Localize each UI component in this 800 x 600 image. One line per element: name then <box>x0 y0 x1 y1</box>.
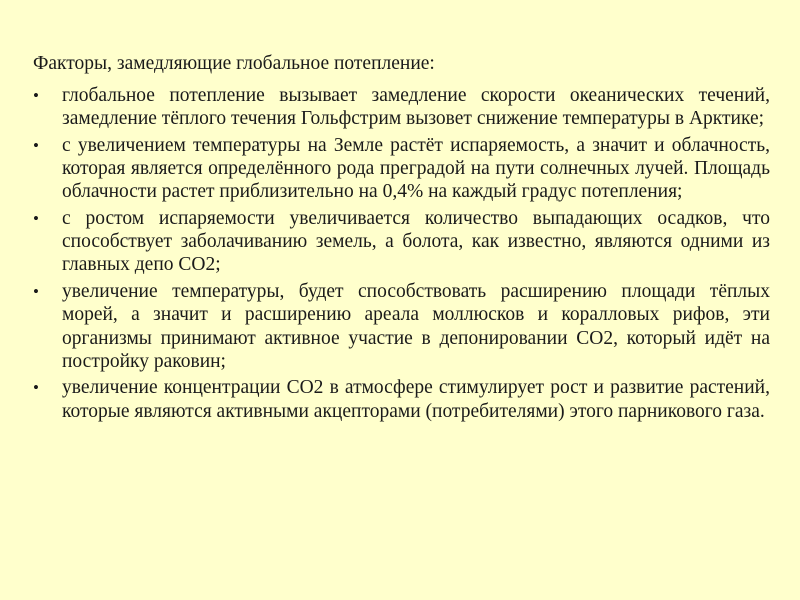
list-item <box>33 84 770 130</box>
list-item <box>33 134 770 204</box>
bullet-text: глобальное потепление вызывает замедление скорости океанических течений, замедление тёплого течения Гольфстрим вызовет снижение температуры в Арктике; <box>62 85 770 130</box>
bullet-list <box>33 84 770 426</box>
list-item <box>33 376 770 422</box>
bullet-icon: • <box>33 282 39 302</box>
bullet-icon: • <box>33 209 39 229</box>
bullet-text: с ростом испаряемости увеличивается количество выпадающих осадков, что способствует заболачиванию земель, а болота, как известно, являются одними из главных депо СО2; <box>62 208 770 276</box>
bullet-text: увеличение концентрации СО2 в атмосфере стимулирует рост и развитие растений, которые являются активными акцепторами (потребителями) этого парникового газа. <box>62 377 770 422</box>
list-item <box>33 207 770 277</box>
slide-title: Факторы, замедляющие глобальное потепление: <box>33 53 435 74</box>
bullet-icon: • <box>33 86 39 105</box>
list-item <box>33 280 770 373</box>
bullet-icon: • <box>33 135 39 155</box>
bullet-text: увеличение температуры, будет способствовать расширению площади тёплых морей, а значит и расширению ареала моллюсков и коралловых рифов, эти организмы принимают активное участие в депонировании СО2, который идёт на постройку раковин; <box>62 281 770 372</box>
bullet-icon: • <box>33 378 39 398</box>
bullet-text: с увеличением температуры на Земле растёт испаряемость, а значит и облачность, которая является определённого рода преградой на пути солнечных лучей. Площадь облачности растет приблизительно на 0,4% на каждый градус потепления; <box>62 134 770 203</box>
